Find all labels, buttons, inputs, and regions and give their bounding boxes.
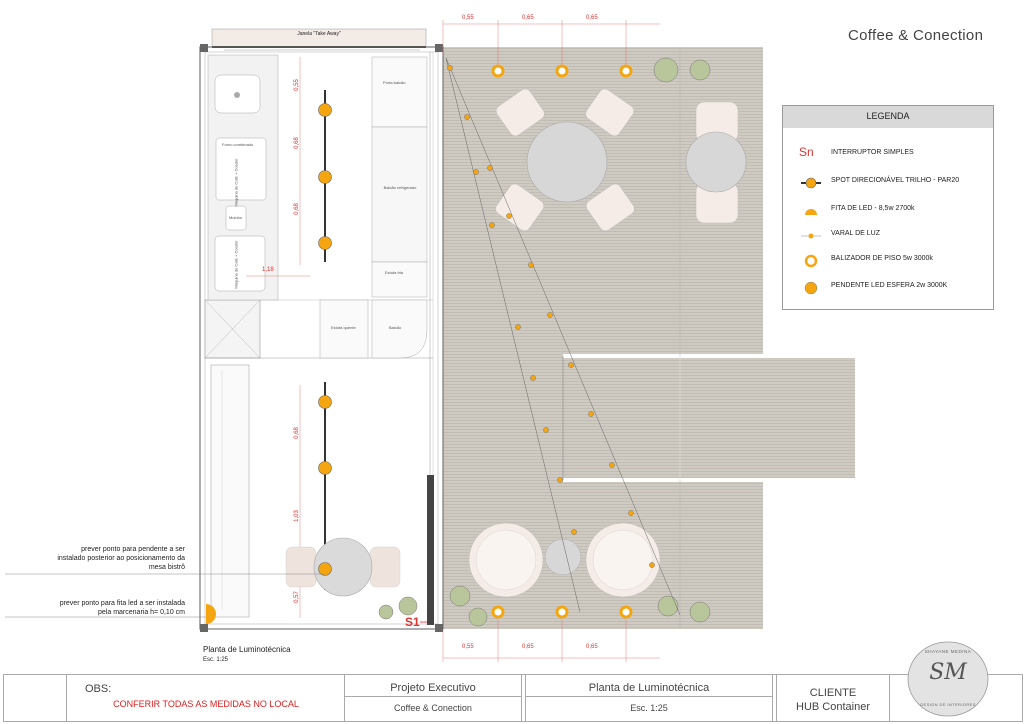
label-estufa-fria: Estufa fria <box>385 270 404 275</box>
label-balcao-refrigerado: Balcão refrigerado <box>383 185 417 190</box>
logo-monogram: SM <box>929 660 967 685</box>
note-led: prever ponto para fita led a ser instalada pela marcenaria h= 0,10 cm <box>59 600 185 616</box>
logo-top-text: SHAYANE MEDINA <box>924 649 972 654</box>
title-block <box>3 674 1023 722</box>
floor-bollard-icon <box>799 252 823 270</box>
label-maquina-cafe-2: Máquina de Café + Coador <box>233 240 239 289</box>
window-label: Janela "Take Away" <box>297 31 341 37</box>
dim-top-1: 0,55 <box>462 15 474 21</box>
obs-cell <box>66 675 345 721</box>
deck-extension <box>763 358 855 480</box>
dim-bottom-3: 0,65 <box>586 644 598 650</box>
plan-scale: Esc. 1:25 <box>203 657 229 663</box>
label-maquina-cafe-1: Máquina de Café + Coador <box>233 158 239 207</box>
legend-item-pendant: PENDENTE LED ESFERA 2w 3000K <box>783 279 993 297</box>
label-porta-balcao: Porta balcão <box>383 80 406 85</box>
dim-top-2: 0,65 <box>522 15 534 21</box>
sheet-scale: Esc. 1:25 <box>630 703 668 713</box>
dim-vert-upper-2: 0,68 <box>293 137 300 149</box>
label-moinho: Moinho <box>229 215 243 220</box>
logo-bottom-text: DESIGN DE INTERIORES <box>920 702 976 707</box>
dim-bottom-2: 0,65 <box>522 644 534 650</box>
switch-symbol-icon: Sn <box>799 145 814 159</box>
pendant-sphere-icon <box>799 279 823 297</box>
legend-item-track-spot: SPOT DIRECIONÁVEL TRILHO - PAR20 <box>783 174 993 192</box>
sheet-cell <box>525 675 773 721</box>
legend-item-string-light: VARAL DE LUZ <box>783 227 993 245</box>
bistro-pendant <box>319 563 332 576</box>
project-type: Projeto Executivo <box>390 682 476 694</box>
oven <box>216 138 266 200</box>
legend <box>782 105 994 310</box>
dim-top-3: 0,65 <box>586 15 598 21</box>
client-cell <box>776 675 890 721</box>
obs-text: CONFERIR TODAS AS MEDIDAS NO LOCAL <box>113 699 299 709</box>
label-forno: Forno combinado <box>222 142 254 147</box>
dim-vert-lower-2: 1,03 <box>293 510 300 522</box>
legend-title: LEGENDA <box>866 111 910 121</box>
designer-logo <box>906 640 990 718</box>
label-estufa-quente: Estufa quente <box>331 325 356 330</box>
track-spot-icon <box>799 174 823 192</box>
obs-label: OBS: <box>85 683 112 695</box>
dim-vert-lower-1: 0,68 <box>293 427 300 439</box>
note-pendant: prever ponto para pendente a ser instalado posterior ao posicionamento da mesa bistrô <box>57 546 185 571</box>
label-balcao: Balcão <box>389 325 402 330</box>
string-light-icon <box>799 227 823 245</box>
dim-horizontal: 1,18 <box>262 267 274 273</box>
legend-item-floor-bollard: BALIZADOR DE PISO 5w 3000k <box>783 252 993 270</box>
legend-item-led-strip: FITA DE LED - 8,5w 2700k <box>783 202 993 220</box>
project-name: Coffee & Conection <box>394 703 472 713</box>
legend-header <box>783 106 993 128</box>
dim-vert-upper-1: 0,55 <box>293 79 300 91</box>
switch-s1-label: S1 <box>405 615 420 629</box>
dim-vert-lower-3: 0,57 <box>293 591 300 603</box>
project-cell <box>344 675 522 721</box>
sheet-title: Planta de Luminotécnica <box>588 682 710 694</box>
led-strip-icon <box>799 202 823 220</box>
client-name: HUB Container <box>796 701 870 713</box>
legend-item-switch: Sn INTERRUPTOR SIMPLES <box>783 146 993 164</box>
dim-bottom-1: 0,55 <box>462 644 474 650</box>
client-label: CLIENTE <box>809 687 857 699</box>
project-title: Coffee & Conection <box>848 27 984 44</box>
dim-vert-upper-3: 0,68 <box>293 203 300 215</box>
plan-caption: Planta de Luminotécnica <box>203 645 291 654</box>
